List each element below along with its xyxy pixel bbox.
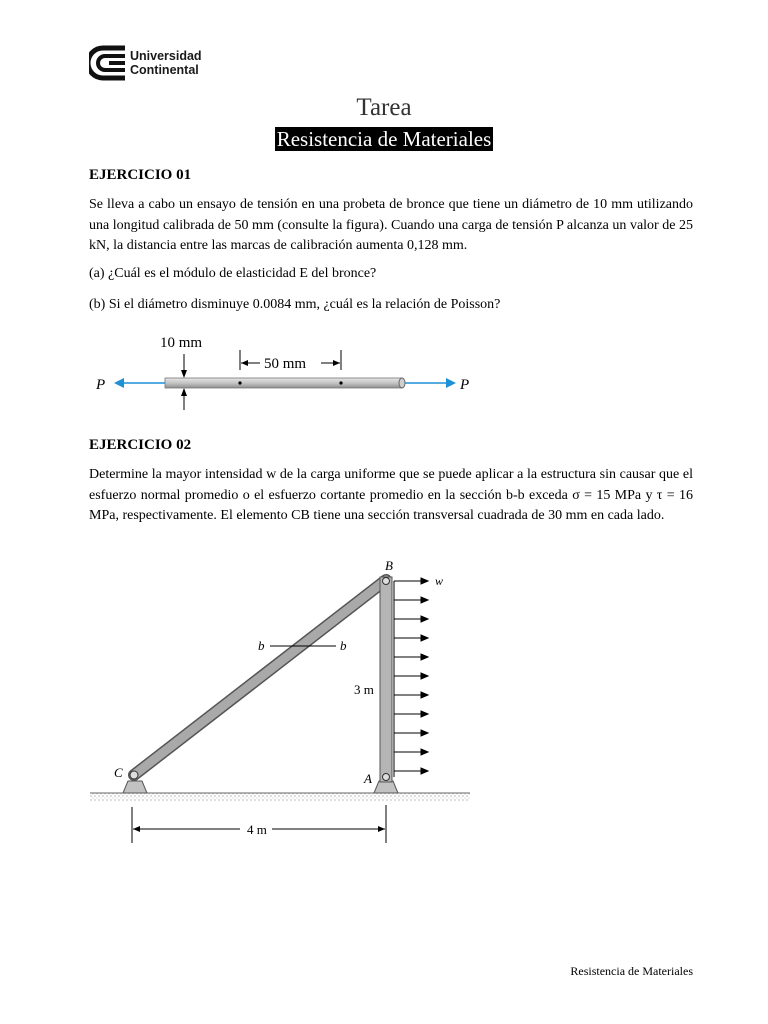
label-c: C — [114, 765, 123, 780]
exercise-2-heading: EJERCICIO 02 — [89, 437, 192, 453]
distributed-load — [394, 578, 428, 777]
load-label-right: P — [460, 377, 470, 393]
diameter-label: 10 mm — [160, 335, 203, 351]
university-logo — [89, 44, 219, 82]
label-w: w — [435, 574, 444, 588]
section-label-right: b — [340, 638, 347, 653]
dim-arrowhead-right — [378, 826, 385, 832]
structure-figure — [90, 555, 470, 855]
logo-line-1: Universidad — [130, 49, 202, 63]
specimen-rod — [165, 378, 401, 388]
gauge-mark-left — [238, 381, 241, 384]
label-a: A — [364, 771, 372, 786]
ground — [90, 793, 470, 801]
diameter-arrowhead-top — [181, 370, 187, 378]
exercise-1-heading: EJERCICIO 01 — [89, 167, 192, 183]
pin-c — [130, 771, 138, 779]
pin-a — [383, 774, 390, 781]
member-ab — [380, 577, 392, 782]
page-subtitle: Resistencia de Materiales — [276, 127, 492, 151]
exercise-1-question-a: (a) ¿Cuál es el módulo de elasticidad E del bronce? — [89, 266, 377, 281]
tension-specimen-figure — [90, 330, 490, 415]
width-label: 4 m — [247, 822, 267, 837]
diameter-arrowhead-bottom — [181, 388, 187, 396]
load-label-left: P — [96, 377, 106, 393]
load-arrowhead-left — [114, 378, 124, 388]
page-footer: Resistencia de Materiales — [570, 964, 693, 978]
gauge-arrowhead-left — [241, 360, 248, 366]
support-c — [123, 781, 147, 793]
exercise-1-paragraph: Se lleva a cabo un ensayo de tensión en una probeta de bronce que tiene un diámetro de 10 mm utilizando una longitud calibrada de 50 mm (consulte la figura). Cuando una carga de tensión P alcanza un valor de 25 kN, la distancia entre las marcas de calibración aumenta 0,128 mm. — [89, 197, 693, 253]
page-title: Tarea — [356, 94, 412, 121]
specimen-end — [399, 378, 405, 388]
member-cb-fill — [134, 580, 386, 775]
load-arrowhead-right — [446, 378, 456, 388]
logo-mark-icon — [89, 44, 129, 82]
exercise-2-paragraph: Determine la mayor intensidad w de la carga uniforme que se puede aplicar a la estructura sin causar que el esfuerzo normal promedio o el esfuerzo cortante promedio en la sección b-b exceda σ = 15 MPa y τ = 16 MPa, respectivamente. El elemento CB tiene una sección transversal cuadrada de 30 mm en cada lado. — [89, 467, 693, 523]
dim-arrowhead-left — [133, 826, 140, 832]
section-label-left: b — [258, 638, 265, 653]
gauge-length-label: 50 mm — [264, 356, 307, 372]
label-b: B — [385, 558, 393, 573]
exercise-1-question-b: (b) Si el diámetro disminuye 0.0084 mm, ¿cuál es la relación de Poisson? — [89, 297, 501, 312]
gauge-arrowhead-right — [333, 360, 340, 366]
logo-line-2: Continental — [130, 63, 199, 77]
gauge-mark-right — [339, 381, 342, 384]
height-label: 3 m — [354, 682, 374, 697]
pin-b — [383, 578, 390, 585]
support-a — [374, 781, 398, 793]
